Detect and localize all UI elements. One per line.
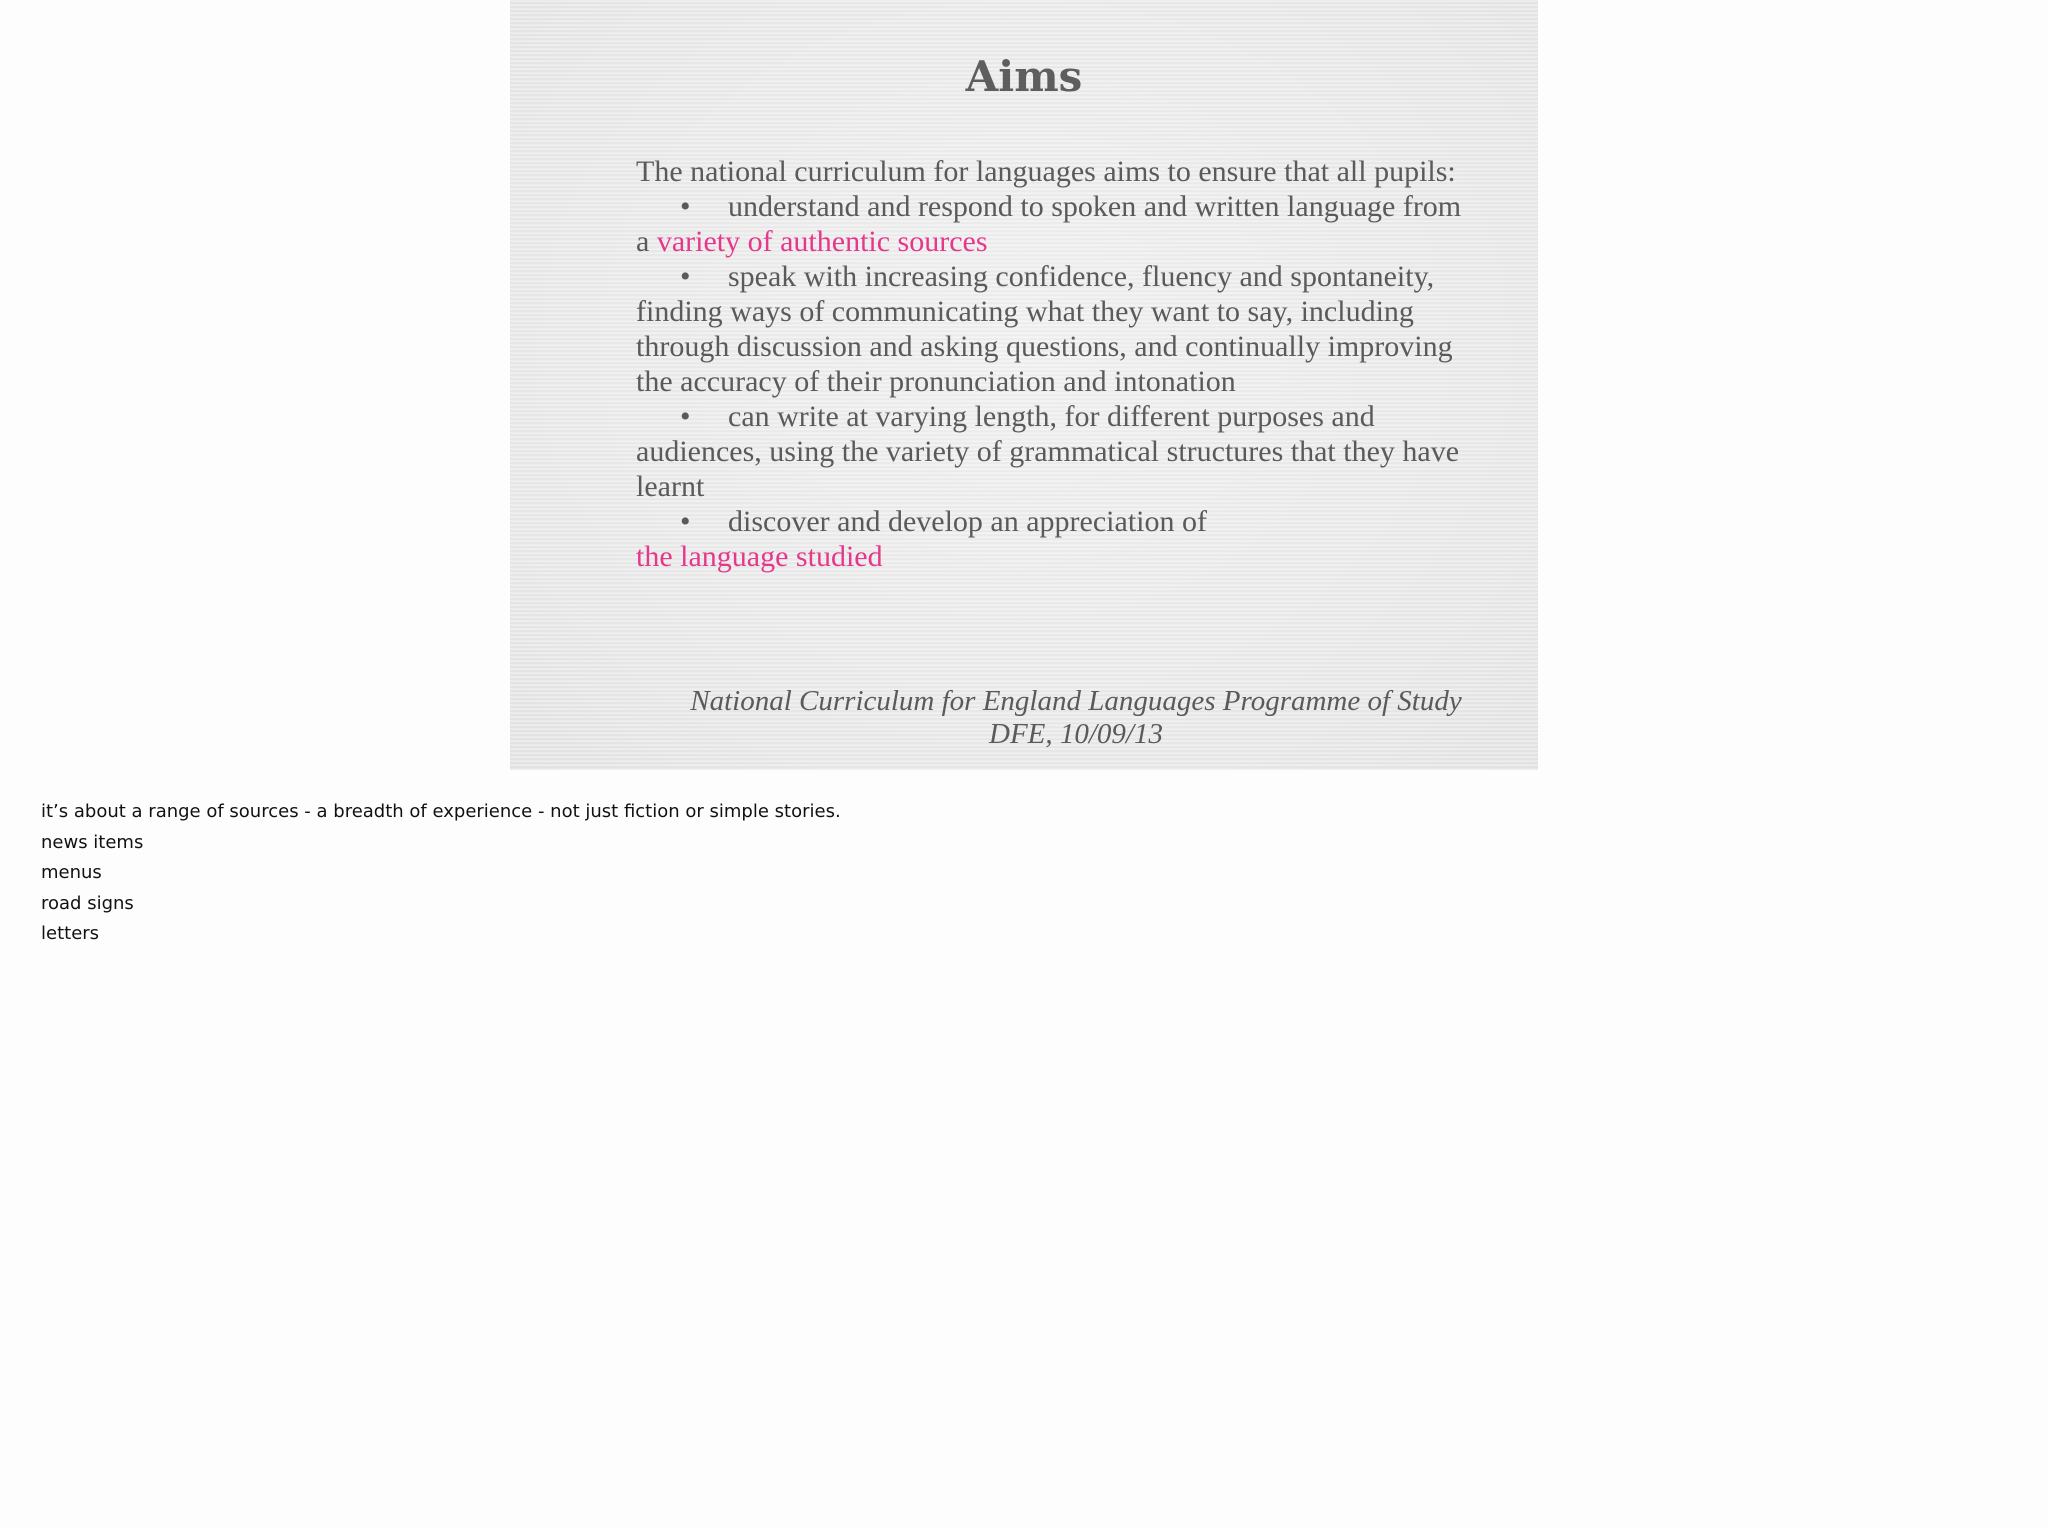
bullet-1-text: understand and respond to spoken and written language from: [728, 190, 1462, 223]
citation-source: National Curriculum for England Languages Programme of Study: [690, 685, 1462, 717]
notes-item-menus: menus: [41, 862, 102, 883]
citation-date: DFE, 10/09/13: [989, 718, 1163, 750]
bullet-4-continuation: [636, 539, 1516, 574]
presenter-notes: [41, 797, 841, 950]
citation-block: [690, 685, 1461, 751]
bullet-3-text: can write at varying length, for different purposes and: [728, 400, 1375, 433]
citation: [510, 685, 1538, 751]
bullet-icon: •: [680, 190, 691, 223]
highlight-authentic-sources: variety of authentic sources: [656, 225, 988, 258]
bullet-2-line-3: through discussion and asking questions, and continually improving: [636, 330, 1453, 363]
bullet-1-prefix: a: [636, 225, 657, 258]
slide-title: Aims: [965, 52, 1083, 101]
bullet-2-line-2: finding ways of communicating what they want to say, including: [636, 295, 1414, 328]
bullet-icon: •: [680, 505, 691, 538]
bullet-1-continuation: [636, 224, 1516, 259]
slide: [510, 0, 1538, 770]
highlight-language-studied: the language studied: [636, 540, 883, 573]
bullet-3-line-3: learnt: [636, 470, 705, 503]
bullet-3-line-2: audiences, using the variety of grammatical structures that they have: [636, 435, 1460, 468]
notes-item-letters: letters: [41, 923, 100, 944]
notes-item-news: news items: [41, 831, 144, 853]
bullet-2-text: speak with increasing confidence, fluency and spontaneity,: [728, 260, 1435, 293]
notes-item-road-signs: road signs: [41, 892, 134, 914]
bullet-item-3: [636, 399, 1516, 434]
notes-line: it’s about a range of sources - a breadth of experience - not just fiction or simple stories.: [41, 801, 841, 822]
bullet-item-2: [636, 259, 1516, 294]
bullet-item-4: [636, 504, 1516, 539]
bullet-icon: •: [680, 400, 691, 433]
slide-body: [636, 154, 1516, 574]
intro-text: The national curriculum for languages aims to ensure that all pupils:: [636, 155, 1456, 188]
bullet-icon: •: [680, 260, 691, 293]
bullet-4-text: discover and develop an appreciation of: [728, 505, 1207, 538]
bullet-item-1: [636, 189, 1516, 224]
bullet-2-line-4: the accuracy of their pronunciation and intonation: [636, 365, 1236, 398]
